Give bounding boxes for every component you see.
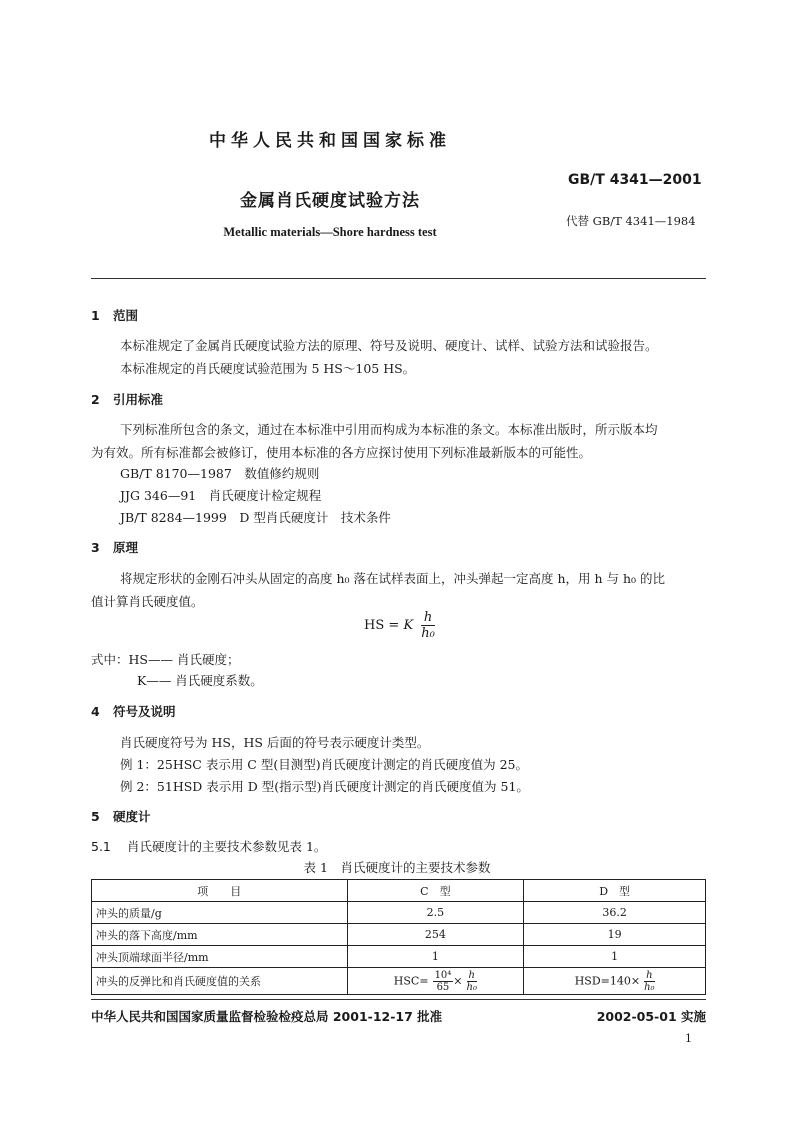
- section-title: 原理: [113, 540, 139, 555]
- paragraph-continuation: 为有效。所有标准都会被修订，使用本标准的各方应探讨使用下列标准最新版本的可能性。: [91, 445, 592, 460]
- fraction-denominator: 65: [436, 981, 450, 993]
- d-type-value: 36.2: [524, 902, 706, 924]
- table-caption: 表 1 肖氏硬度计的主要技术参数: [303, 860, 491, 875]
- paragraph: 将规定形状的金刚石冲头从固定的高度 h₀ 落在试样表面上，冲头弹起一定高度 h，用 h 与 h₀ 的比: [120, 571, 666, 586]
- reference-item: [120, 486, 321, 504]
- d-type-value: 1: [524, 946, 706, 968]
- times-sign: ×: [453, 974, 463, 987]
- section-number: 1: [91, 308, 100, 323]
- section-number: 4: [91, 704, 100, 719]
- where-prefix: 式中：: [91, 652, 129, 667]
- table-row: [92, 924, 706, 946]
- fraction-denominator: h₀: [644, 981, 655, 993]
- legend-k: K—— 肖氏硬度系数。: [137, 673, 263, 688]
- page-number: 1: [685, 1032, 692, 1045]
- fraction-numerator: h: [421, 610, 435, 626]
- standard-type-heading: 中华人民共和国国家标准: [209, 131, 451, 151]
- approval-note: 中华人民共和国国家质量监督检验检疫总局 2001-12-17 批准: [91, 1009, 443, 1024]
- table-row: [92, 946, 706, 968]
- paragraph: 本标准规定的肖氏硬度试验范围为 5 HS～105 HS。: [120, 361, 416, 376]
- c-type-value: 1: [347, 946, 524, 968]
- legend-hs: HS—— 肖氏硬度；: [128, 652, 240, 667]
- fraction-numerator: h: [646, 969, 653, 981]
- column-header: 项 目: [92, 880, 348, 902]
- implementation-date: 2002-05-01 实施: [596, 1009, 706, 1024]
- row-label: 冲头的反弹比和肖氏硬度值的关系: [92, 968, 348, 995]
- paragraph-continuation: 值计算肖氏硬度值。: [91, 594, 204, 609]
- formula-lhs: HSD=140×: [574, 974, 641, 987]
- reference-code: JJG 346—91: [120, 488, 197, 503]
- header-divider: [91, 278, 706, 279]
- english-title: Metallic materials—Shore hardness test: [223, 225, 437, 239]
- column-header: C 型: [347, 880, 524, 902]
- formula-fraction: [421, 610, 435, 641]
- d-type-formula: [524, 968, 706, 995]
- standard-code: GB/T 4341—2001: [568, 172, 702, 188]
- fraction-denominator: h₀: [466, 981, 477, 993]
- column-header: D 型: [524, 880, 706, 902]
- section-number: 3: [91, 540, 100, 555]
- reference-item: [120, 464, 319, 482]
- table-header-row: [92, 880, 706, 902]
- reference-name: D 型肖氏硬度计 技术条件: [239, 510, 391, 525]
- formula-coefficient: K: [403, 618, 414, 633]
- section-title: 硬度计: [113, 809, 151, 824]
- row-label: 冲头的质量/g: [92, 902, 348, 924]
- subsection-5-1: [91, 837, 326, 855]
- footer-divider: [91, 999, 706, 1000]
- coefficient-fraction: [433, 970, 454, 993]
- reference-name: 肖氏硬度计检定规程: [208, 488, 322, 503]
- table-row: [92, 902, 706, 924]
- fraction-numerator: 10⁴: [434, 969, 452, 981]
- c-type-formula: [347, 968, 524, 995]
- document-title: 金属肖氏硬度试验方法: [240, 191, 420, 211]
- formula-lhs: HS: [364, 618, 385, 633]
- d-type-value: 19: [524, 924, 706, 946]
- ratio-fraction: [644, 970, 654, 993]
- section-4-heading: [91, 702, 176, 720]
- section-1-heading: [91, 306, 138, 324]
- c-type-value: 2.5: [347, 902, 524, 924]
- section-5-heading: [91, 807, 151, 825]
- reference-name: 数值修约规则: [244, 466, 320, 481]
- fraction-numerator: h: [468, 969, 475, 981]
- subsection-number: 5.1: [91, 839, 111, 854]
- example-1: 例 1：25HSC 表示用 C 型(目测型)肖氏硬度计测定的肖氏硬度值为 25。: [120, 757, 528, 772]
- reference-item: [120, 508, 391, 526]
- section-title: 范围: [113, 308, 139, 323]
- formula-equals: =: [388, 618, 400, 633]
- subsection-text: 肖氏硬度计的主要技术参数见表 1。: [127, 839, 327, 854]
- reference-code: GB/T 8170—1987: [120, 466, 232, 481]
- ratio-fraction: [467, 970, 477, 993]
- row-label: 冲头顶端球面半径/mm: [92, 946, 348, 968]
- section-number: 2: [91, 392, 100, 407]
- reference-code: JB/T 8284—1999: [120, 510, 227, 525]
- technical-parameters-table: [91, 879, 706, 995]
- paragraph: 肖氏硬度符号为 HS，HS 后面的符号表示硬度计类型。: [120, 735, 430, 750]
- replaces-note: 代替 GB/T 4341—1984: [566, 214, 696, 228]
- paragraph: 本标准规定了金属肖氏硬度试验方法的原理、符号及说明、硬度计、试样、试验方法和试验报告。: [120, 338, 658, 353]
- table-row: [92, 968, 706, 995]
- section-2-heading: [91, 390, 163, 408]
- section-number: 5: [91, 809, 100, 824]
- hardness-formula: [364, 610, 435, 641]
- formula-legend-line: [91, 650, 239, 668]
- paragraph: 下列标准所包含的条文，通过在本标准中引用而构成为本标准的条文。本标准出版时，所示版本均: [120, 422, 658, 437]
- example-2: 例 2：51HSD 表示用 D 型(指示型)肖氏硬度计测定的肖氏硬度值为 51。: [120, 779, 529, 794]
- section-title: 符号及说明: [113, 704, 176, 719]
- formula-lhs: HSC=: [393, 974, 429, 987]
- c-type-value: 254: [347, 924, 524, 946]
- section-title: 引用标准: [113, 392, 164, 407]
- row-label: 冲头的落下高度/mm: [92, 924, 348, 946]
- section-3-heading: [91, 538, 138, 556]
- fraction-denominator: h₀: [421, 626, 435, 641]
